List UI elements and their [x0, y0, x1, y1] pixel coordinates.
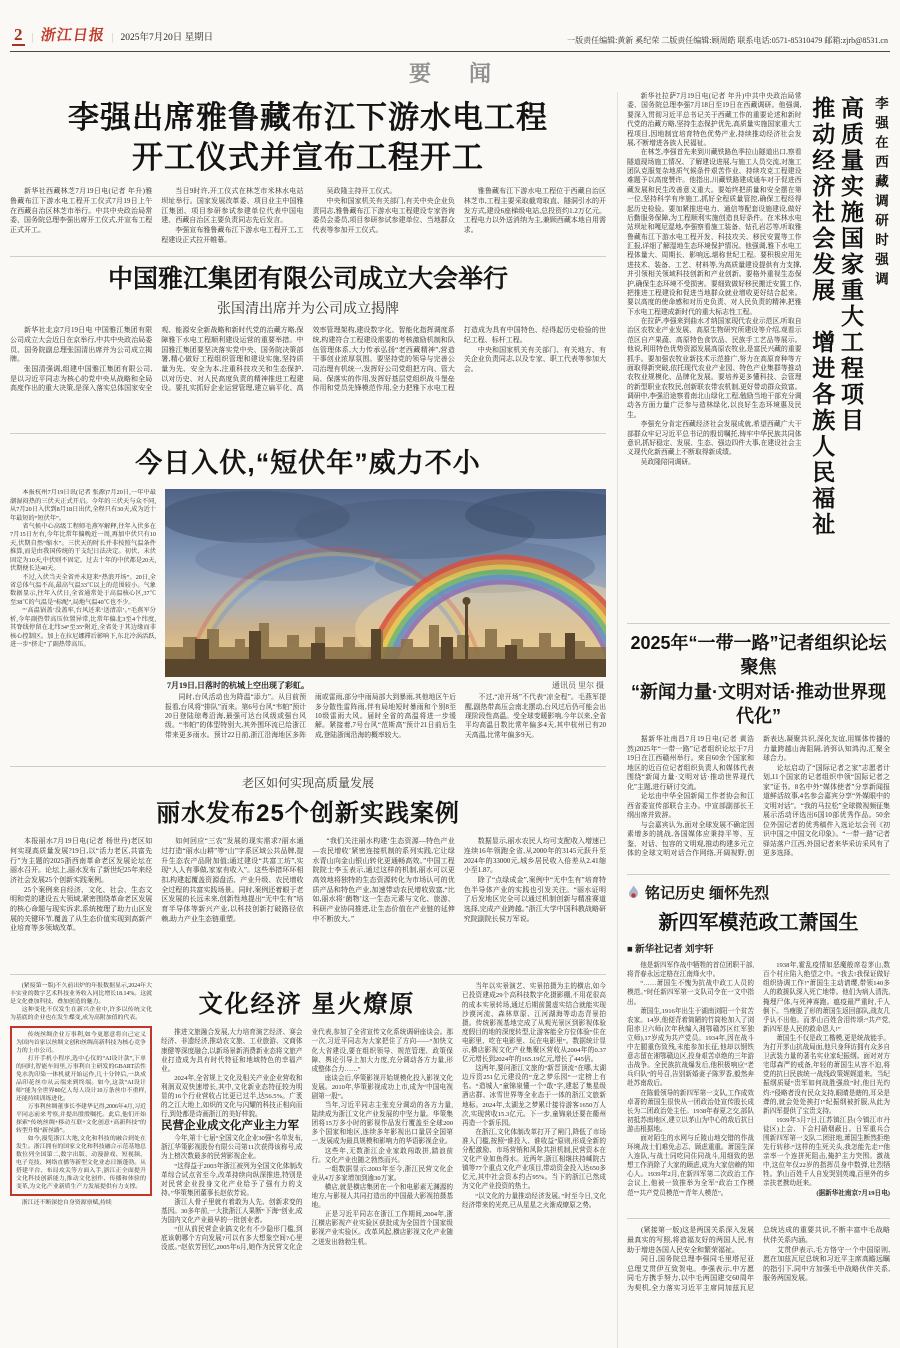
photo-caption: 7月19日,日落时的杭城上空出现了彩虹。	[167, 681, 309, 691]
editors-line: 一版责任编辑:黄新 奚纪荣 二版责任编辑:顾周皓 联系电话:0571-85310479 邮箱:zjrb@8531.cn	[567, 36, 888, 45]
article-tibet-headline-1: 高质量实施国家重大工程项目	[838, 96, 864, 434]
section-divider	[627, 874, 890, 875]
headline-line: 2025年“一带一路”记者组织论坛聚焦	[630, 633, 887, 678]
article-tibet-headline-2: 推动经济社会发展 增进各族人民福祉	[809, 96, 836, 538]
article-lishui-headline: 丽水发布25个创新实践案例	[156, 800, 460, 828]
article-brief-body: (紧接第一版)这是两国关系深入发展最真实的写照,将造福友好的两国人民,有助于增进各国人民安全和繁荣福祉。 同日,国务院总理李强同毛里塔尼亚总理艾贯伊互致贺电。李强表示,中方愿同毛方携手努力,以中毛两国建交60周年为契机,全力落实习近平主席同加兹瓦尼总统达成的重要共识,不断丰富中毛战略伙伴关系内涵。 艾贯伊表示,毛方恪守一个中国原则,愿在加兹瓦尼总统和习近平主席高瞻远瞩的指引下,同中方加强毛中战略伙伴关系,服务两国发展。	[627, 1226, 890, 1293]
memorial-icon	[627, 885, 640, 900]
headline-line: 开工仪式并宣布工程开工	[132, 139, 484, 175]
article-lishui-body: 本报丽水7月19日电(记者 杨世丹)老区如何实现高质量发展?19日,以“活力老区,共富先行”为主题的2025浙西南革命老区发展论坛在丽水召开。论坛上,丽水发布了新世纪25年来经济社会发展25个创新实践案例。 25个案例来自经济、文化、社会、生态文明和党的建设五大领域,紧密围绕革命老区发展的核心命题与现实诉求,系统梳理了助力山区发展的关键环节,覆盖了从生态价值实现到高新产业培育等多领域改革。 如何回应“三农”发展的现实需求?丽水通过打造“丽水山耕”等“山”字系区域公共品牌,提升生态农产品附加值;通过建设“共富工坊”,实现“人人有事做,家家有收入”。这些举措环环相扣,构建起覆盖资源盘活、产业升级、农民增收全过程的共富实践场景。同时,案例还着眼于老区发展的长远未来,创新性地提出“无中生有”培育半导体等新兴产业,以科技创新打破路径依赖,助力产业生态链重塑。 “我们关注丽水构建‘生态资源—特色产业—农民增收’紧密连接机制的系列实践,它让绿水青山向金山银山转化更通畅高效。”中国工程院院士李玉表示,通过这样的机制,丽水可以更高效地将独特的生态资源转化为市场认可的优质产品和特色产业,加速带动农民增收致富,“比如,丽水将‘菌物’这一生态元素与文化、旅游、科研产业协同推进,让生态价值在产业链的延伸中不断放大。” 数据显示,丽水农民人均可支配收入增速已连续16年领跑全省,从2000年的3145元跃升至2024年的33000元,城乡居民收入倍差从2.41缩小至1.87。 除了“点绿成金”,案例中“无中生有”培育特色半导体产业的实践也引发关注。“丽水证明了后发地区完全可以通过机制创新与精准赛道选择,完成产业跨越。”浙江大学中国科教战略研究院副院长侯万军说。	[10, 837, 606, 933]
article-culture-jump-column	[10, 982, 152, 1330]
article-xiao-body: 他是新四军作战中牺牲的首位团职干部,将青春永远定格在江南烽火中。 “……萧国生不愧为抗战中政工人员的模范。”时任新四军第一支队司令在一文中指出。 萧国生,1916年出生于湖南浏阳一个贫苦农家。14岁,他便背着简陋的竹筒枪加入了浏阳赤卫六师(次年秋编入湘鄂赣苏区红军独立师),17岁成为共产党员。1934年,因在战斗中左腿重伤致残,未能参加长征,他却以钢铁意志留在湘鄂赣边区,投身艰苦卓绝的三年游击战争。全民族抗战爆发后,他积极响应“老兵归队”的号召,告别新婚妻子陈罗香,毅然奔赴苏南敌后。 在陈毅领导的新四军第一支队,工作成效卓著的萧国生很快从一团政治处宣传股长成长为二团政治处主任。1938年春夏之交,部队初抵苏南地区,建立以茅山为中心的敌后抗日游击根据地。 面对陌生的水网与丘陵山地交错的作战环境,战士们难免忐忑、顾虑重重。萧国生深入连队,与战士同吃同住同战斗,用细致的思想工作消除了大家的顾虑,成为大家信赖的知心人。1939年2月,在新四军第二次政治工作会议上,他被一致推举为全军“政治工作模范”“共产党员模范”“青年人模范”。 1938年,霍乱疫情如恶魔般席卷茅山,数百个村庄陷入绝望之中。“我去!我保证做好组织协调工作!”萧国生主动请缨,带领140多人的救援队深入死亡地带。他们为病人清洗,掩埋尸体,与死神赛跑。瘟疫最严重时,千人倒下。当瘦脱了形的萧国生返回部队,战友几乎认不出他。而茅山百姓含泪传颂:“共产党,新四军是人民的救命恩人!” 萧国生不仅是政工楷模,更是统战能手。为打开茅山抗战局面,他只身拜访拥有众多自卫武装力量的著名实业家纪振纲。面对对方宅邸森严的戒备,年轻的萧国生从容不迫,将党的抗日民族统一战线政策娓娓道来。当纪振纲质疑“贵军如何战胜强敌”时,他目光灼灼:“侵略者没有民众支持,眼睛是瞎的,耳朵是聋的,就会处处挨打!”纪振纲被折服,从此为新四军提供了宝贵支持。 1939年3月7日,江苏镇江县(今镇江市丹徒区)上会、下会村硝烟蔽日。日军重兵合围新四军第一支队二团驻地,萧国生断然拒绝先行转移:“这样的生死关头,我怎能先走!”他亲率一个连拼死阻击,掩护主力突围。激战中,这位年仅22岁的指挥员身中数弹,壮烈牺牲。茅山百姓千人自发哭别英魂,百里外的乡亲扶老携幼赶来。 (据新华社南京7月19日电)	[627, 962, 890, 1197]
photo-caption-row	[165, 677, 606, 693]
header-left	[12, 24, 213, 46]
article-xiao-kicker-row	[627, 882, 890, 903]
section-divider	[627, 623, 890, 624]
article-belt-road-body: 据新华社南昌7月19日电(记者 黄浩然)2025年“一带一路”记者组织论坛于7月19日在江西赣州举行。来自60余个国家和地区的近百位记者组织负责人和媒体代表围绕“新闻力量·文明对话·推动世界现代化”主题,进行研讨交流。 论坛由中华全国新闻工作者协会和江西省委宣传部联合主办。中宣部副部长王纲出席并致辞。 与会嘉宾认为,面对全球发展不确定因素增多的挑战,各国媒体应秉持平等、互鉴、对话、包容的文明观,推动构建多元立体的全球文明对话合作网络,开阔视野,创新表达,凝聚共识,深化友谊,用媒体传播的力量跨越山海阻隔,消弭认知鸿沟,汇聚全球合力。 论坛启动了“国际记者之家”志愿者计划,11个国家的记者组织申领“国际记者之家”证书。8名中外“媒体使者”分享新闻报道鲜活故事,4名参会嘉宾分享“外媒眼中的文明对话”。“我的马拉松”全球微视频征集展示活动评选出6国10部优秀作品。50余位外国记者的优秀稿件入选论坛会刊《初识中国之中国文化印象》。“一带一路”记者驿站落户江西,外国记者来华采访采风有了更多选择。	[627, 736, 890, 858]
highlight-box: 传统丝绸企业万事利,如今更愿意将自己定义为国内首家以丝绸文创和丝绸高新科技为核心竞争力的上市公司。 打开手机小程序,选中心仪的“AI设计款”,下单的同时,智能车间里,万事利自主研发的GBART活性免水洗印染一体机就开始运作,几十分钟后,一块成品印花丝巾从云端来到终端。如今,这款“AI设计师”能为全世界80亿人每人设计10万条丝巾不重样,还能持续训练进化。 万事利丝绸董事长李建华记得,2006年4月,习近平同志前来考察,并提出殷殷嘱托。此后,他们开始探索“传统丝绸+移动互联+文化创意+高新科技”的转型升级“新丝路”。 如今,漫览浙江大地,文化和科技的融合到处在发生。浙江拥有的国家文化和科技融合示范基地总数位列全国第二,数字出版、动漫游戏、短视频、电子竞技、网络直播等新型文化业态日渐蓬勃。从搭建平台、布局攻关等方面入手,浙江正全面提升文化科技创新能力,推动文化创作、传播和体验的变革,为文化产业新质生产力发展提供有力支撑。	[10, 1026, 152, 1197]
article-yajiang-subtitle: 张国清出席并为公司成立揭牌	[217, 300, 399, 317]
article-hydropower-headline	[10, 98, 606, 177]
article-hydropower	[10, 98, 606, 249]
article-hydropower-body: 新华社西藏林芝7月19日电(记者 年升)雅鲁藏布江下游水电工程开工仪式7月19日上午在西藏自治区林芝市举行。中共中央政治局常委、国务院总理李强出席开工仪式,并宣布工程正式开工。 当日9时许,开工仪式在林芝市米林水电站坝址举行。国家发展改革委、项目业主中国雅江集团、项目参研参试参建单位代表中国电建、西藏自治区主要负责同志先后发言。 李强宣布雅鲁藏布江下游水电工程开工,工程建设正式拉开帷幕。 吴政隆主持开工仪式。 中央和国家机关有关部门,有关中央企业负责同志,雅鲁藏布江下游水电工程建设专家咨询委员会委员,项目参研参试参建单位、当地群众代表等参加开工仪式。 雅鲁藏布江下游水电工程位于西藏自治区林芝市,工程主要采取截弯取直、隧洞引水的开发方式,建设6座梯级电站,总投资约1.2万亿元。工程电力以外送消纳为主,兼顾西藏本地自用需求。	[10, 187, 606, 244]
jump-column-lead: (紧接第一版)不久前出炉的年报数据显示,2024年大丰实业的数字艺术科技业务收入同比增长18.14%。这就是文化叠加科技、叠加创造的魅力。 这种变化不仅发生在新兴企业中,许多以传统文化为基底的企业也在发生蝶变,成为高附加值的代表。	[10, 983, 152, 1022]
article-belt-road	[627, 631, 890, 867]
section-title: 要 闻	[408, 61, 508, 86]
section-divider	[627, 1218, 890, 1219]
section-divider	[10, 433, 606, 434]
article-yajiang-headline: 中国雅江集团有限公司成立大会举行	[107, 265, 508, 294]
article-rufu-headline: 今日入伏,“短伏年”威力不小	[135, 448, 481, 479]
article-rufu-photo-block	[165, 489, 606, 759]
article-yajiang	[10, 264, 606, 426]
article-tibet-body: 新华社拉萨7月19日电(记者 年升)中共中央政治局常委、国务院总理李强7月18日至19日在西藏调研。他强调,要深入贯彻习近平总书记关于西藏工作的重要论述和新时代党的治藏方略,坚持生态保护优先,高质量实施国家重大工程项目,因地制宜培育特色优势产业,持续推动经济社会发展,不断增进各族人民福祉。 在林芝,李强首先来到川藏铁路色季拉山隧道出口,察看隧道现场施工情况、了解建设进展,与施工人员交流,对施工团队克服复杂地质气候条件艰苦作业、持续攻克工程建设难题予以高度赞许。他指出,川藏铁路建成通车对于促进西藏发展和民生改善意义重大。要始终把质量和安全摆在第一位,坚持科学有序施工,抓好全程质量管控,确保工程经得起历史检验。要加紧推进电力、通信等配套设施建设,做好后勤服务保障,为工程顺利实施创造良好条件。在米林水电站坝址和嘎尼湿地,李强察看施工装备、钻孔岩芯等,听取雅鲁藏布江下游水电工程开发、科技攻关、移民安置等工作汇报,详细了解湿地生态环境保护情况。他强调,雅下水电工程体量大、周期长、影响远,堪称世纪工程。要积极应用先进技术、装备、工艺、材料等,为高质量建设提供有力支撑,并引领相关领域科技创新和产业创新。要格外重视生态保护,确保生态环境不受损害。要细致做好移民搬迁安置工作,把推进工程建设和促进当地群众就业增收更好结合起来。要以高度的使命感和对历史负责、对人民负责的精神,把雅下水电工程建成新时代的重大标志性工程。 在拉萨,李强来到曲水才纳国家现代农业示范区,听取自治区农牧业产业发展、高原生物研究所建设等介绍,观看示范区自产果蔬、高原特色食饮品、民族手工艺品等展示。他说,利用特色优势资源发展高原农牧业,是富民兴藏的重要抓手。要加强农牧业新技术示范推广,努力在高原育种等方面取得新突破,依托现代农业产业园、特色产业集群等推动农牧业规模化、品牌化发展。要培养更多懂科技、会管理的新型职业农牧民,创新联农带农机制,更好带动群众致富。调研中,李强沿途察看南北山绿化工程,勉励当地干部充分调动各方面力量广泛参与造林绿化,以良好生态环境惠及民生。 李强充分肯定西藏经济社会发展成就,希望西藏广大干部群众牢记习近平总书记的殷切嘱托,铸牢中华民族共同体意识,抓好稳定、发展、生态、强边四件大事,在建设社会主义现代化新西藏上不断取得新成绩。 吴政隆陪同调研。	[627, 93, 802, 466]
article-rufu-lower-body: 同时,台风活动也为降温“添力”。从目前预报看,台风将“排队”而来。第6号台风“韦帕”预计20日登陆琼粤沿海,最强可达台风级或强台风级。“韦帕”的体型特别大,其外围环流已给浙江带来更多雨水。预计22日前,浙江沿海地区多阵雨或雷雨,部分中雨局部大到暴雨,其他地区午后多分散性雷阵雨,伴有局地短时暴雨和个别8至10级雷雨大风。届时全省的高温将进一步缓解。紧接着,7号台风“范斯高”预计21日前后生成,登陆浙闽沿海的概率较大。 不过,“凉开场”不代表“凉全程”。毛燕军提醒,副热带高压会南北摆动,台风过后仍可能会出现阶段性高温。受全球变暖影响,今年以来,全省平均高温日数比常年偏多4天,其中杭州已有20天高温,比常年偏多9天。	[165, 694, 606, 739]
section-divider	[10, 766, 606, 767]
page-header	[10, 0, 890, 52]
article-culture-right-column: 当年以实景演艺、实景拍摄为主的横店,如今已投资建成29个高科技数字化摄影棚,不用花很高的成本实景转场,通过后期前置虚实结合就能实现沙漠河流、森林草原、江河湖海等动态背景拍摄。传统影视基地完成了从观光景区到影视体验度假目的地的深度转型,让游客能全方位体验“住在电影里、吃在电影里、玩在电影里”。数据统计显示,横店影视文化产业集聚区营收从2004年的0.37亿元增长到2024年的165.19亿元,增长了445倍。 这两年,要问浙江文旅的“新晋顶流”在哪,太湖边斥资251亿元建设的“龙之梦乐园”一定榜上有名。“造城人”童锦泉懂一个“敢”字,建起了集星级酒店群、冰雪世界等全业态于一体的浙江文旅新地标。2024年,太湖龙之梦累计接待游客1650万人次,实现营收15.3亿元。下一步,童锦泉还要在衢州再造一个新乐园。 在浙江,文化体制改革打开了闸门,降低了市场准入门槛,按照“谁投入、谁收益”原则,形成全新的分配激励、市场营销和风险共担机制,民营资本在文化产业如鱼得水。近两年,浙江相继扶持嵊院古镇等77个重点文化产业项目,带动资金投入达650多亿元,其中社会资本约占95%。当下的浙江已然成为文化产业投资的热土。 “以文化的力量推动经济发展。”时至今日,文化经济带来的光亮,已从星星之火渐成燎原之势。	[462, 983, 606, 1209]
headline-line: “新闻力量·文明对话·推动世界现代化”	[631, 681, 886, 726]
header-divider: |	[31, 32, 34, 43]
article-yajiang-body: 新华社北京7月19日电 中国雅江集团有限公司成立大会近日在京举行,中共中央政治局委员、国务院副总理张国清出席并为公司成立揭牌。 张国清强调,组建中国雅江集团有限公司,是以习近平同志为核心的党中央从战略和全局高度作出的重大决策,是深入落实总体国家安全观、能源安全新战略和新时代党的治藏方略,保障雅下水电工程顺利建设运营的重要举措。中国雅江集团要坚决落实党中央、国务院决策部署,精心做好工程组织管理和建设实施,坚持质量为先、安全为本,注重科技攻关和生态保护,以对历史、对人民高度负责的精神推进工程建设。要扎实抓好企业运营管理,建立扁平化、高效率管理架构,建设数字化、智能化指挥调度系统,构建符合工程建设需要的考核激励机制和队伍管理体系,大力传承弘扬“老西藏精神”,营造干事创业浓厚氛围。要坚持党的领导与完善公司治理有机统一,发挥好公司党组把方向、管大局、保落实的作用,发挥好基层党组织战斗堡垒作用和党员先锋模范作用,全力把雅下水电工程打造成为具有中国特色、经得起历史检验的世纪工程、标杆工程。 中央和国家机关有关部门、有关地方、有关企业负责同志,以及专家、职工代表等参加大会。	[10, 326, 606, 393]
rainbow-photo	[165, 489, 606, 677]
article-xiao	[627, 882, 890, 1211]
jump-column-tail: 浙江还不断深挖自身资源禀赋,持续	[21, 1200, 112, 1207]
right-region	[617, 92, 890, 1348]
page-number: 2	[14, 25, 23, 44]
article-culture-subhead: 民营企业成文化产业主力军	[161, 1120, 299, 1133]
article-culture-main	[161, 982, 453, 1330]
article-tibet-headline-block	[808, 92, 891, 616]
headline-line: 李强出席雅鲁藏布江下游水电工程	[68, 100, 548, 135]
photo-credit: 通讯员 里尔 摄	[552, 681, 604, 691]
article-xiao-headline: 新四军模范政工萧国生	[658, 912, 859, 935]
masthead-logo: 浙江日报	[39, 28, 106, 44]
article-culture	[10, 982, 606, 1330]
article-belt-road-headline	[627, 631, 890, 728]
article-lishui	[10, 774, 606, 967]
article-xiao-kicker: 铭记历史 缅怀先烈	[645, 885, 770, 903]
article-culture-body: 推进文旅融合发展,大力培育演艺经济、赛会经济、非遗经济,推动农文旅、工业旅游、文商体康健等深度融合,以新场景新消费新业态将文旅产业打造成为具有时代特征和地域特色的幸福产业。 2024年,全省规上文化及相关产业企业营收和利润双双快速增长,其中,文化新业态特征较为明显的16个行业营收占比更已过半,达56.5%。广袤的之江大地上,如炽的文化与闪耀的科技正相向而行,到处都是诗画浙江的美好样貌。 民营企业成文化产业主力军 今年,第十七届“全国文化企业30强”名单发布,浙江华策影视股份有限公司第11次获得该称号,成为上榜次数最多的民营影视企业。 “这得益于2003年浙江被列为全国文化体制改革综合试点省至今,改革持续向纵深推进,特别是对民营企业投身文化产业给予了强有力的支持。”华策集团董事长赵依芳说。 浙江人骨子里就有着敢为人先、创新求变的基因。30多年前,一大批浙江人果断“下海”创业,成为国内文化产业最早的一批创业者。 “但从前民营企业搞文化有不少隐形门槛,到底该朝哪个方向发展?可以有多大想象空间?心里没底。”赵依芳回忆,2005年6月,她作为民营文化企业代表,参加了全省宣传文化系统调研座谈会。那一次,习近平同志为大家把住了方向——“加快文化大省建设,要在组织领导、规范管理、政策保障、舆论引导上加大力度,充分调动各方力量,形成整体合力……” 座谈会后,华策影视开始规模化投入影视文化发展。2010年,华策影视成功上市,成为“中国电视剧第一股”。 当年,习近平同志主张充分调动的各方力量,陆续成为浙江文化产业发展的中坚力量。华策集团将15万多小时的影视作品发行覆盖至全球200多个国家和地区,连续多年影视出口量居全国第一,发展成为最具规模和影响力的华语影视企业。 这些年,无数浙江企业家敢闯敢拼,踏浪前行。文化产业也随之勃然而兴。 一组数据显示:2003年至今,浙江民营文化企业从4万多家增加到逾30万家。 横店,就是横店集团在一个和电影素无渊源的地方,与影视人共同打造出的中国最大影视拍摄基地。 正是习近平同志在浙江工作期间,2004年,浙江横店影视产业实验区获批成为全国首个国家级影视产业实验区。改革风起,横店影视文化产业随之迸发出勃勃生机。	[161, 1029, 453, 1252]
page-date: 2025年7月20日 星期日	[120, 33, 214, 43]
article-culture-headline: 文化经济 星火燎原	[198, 991, 416, 1019]
left-region	[10, 92, 606, 1348]
article-xiao-byline: ■ 新华社记者 刘宇轩	[627, 945, 714, 956]
article-lishui-kicker: 老区如何实现高质量发展	[241, 776, 374, 791]
article-rufu	[10, 441, 606, 759]
section-divider	[10, 974, 606, 975]
page-body	[0, 92, 900, 1348]
article-tibet-kicker: 李强在西藏调研时强调	[873, 96, 888, 291]
article-rufu-left-column: 本报杭州7月19日讯(记者 张源)7月20日,一年中最潮湿闷热的三伏天正式开启。今年的三伏天与众不同,从7月20日入伏到8月18日出伏,全程只有30天,成为近十年最短的“短伏年”。 省气候中心高级工程师毛燕军解释,往年入伏多在7月15日左右,今年比常年偏晚近一周,再加中伏只有10天,伏期自然“缩水”。三伏天的时长并非按照气温条件推算,而是由我国传统的干支纪日法决定。初伏、末伏固定为10天,中伏则不固定。过去十年的中伏都是20天,伏期便长达40天。 不过,入伏当天全省并未迎来“热浪开场”。20日,全省总体气温不高,最高气温33℃以上的范围较小。气象数据显示,往年入伏日,全省通常处于高温核心区,37℃至38℃的气温是“标配”,局地气温40℃也不少。 “‘高温锅盖’没盖牢,台风还来‘送清凉’。”毛燕军分析,今年副热带高压位置异常,比常年偏北3至4个纬度,其脊线停留在北纬34°至35°附近,全省处于其边缘而非核心控制区。加上在拉尼娜滞后影响下,东北冷涡活跃,进一步“挤走”了副热带高压。	[10, 489, 156, 648]
article-tibet	[627, 92, 890, 616]
header-divider: |	[111, 32, 114, 43]
article-brief	[627, 1226, 890, 1348]
section-divider	[10, 256, 606, 257]
